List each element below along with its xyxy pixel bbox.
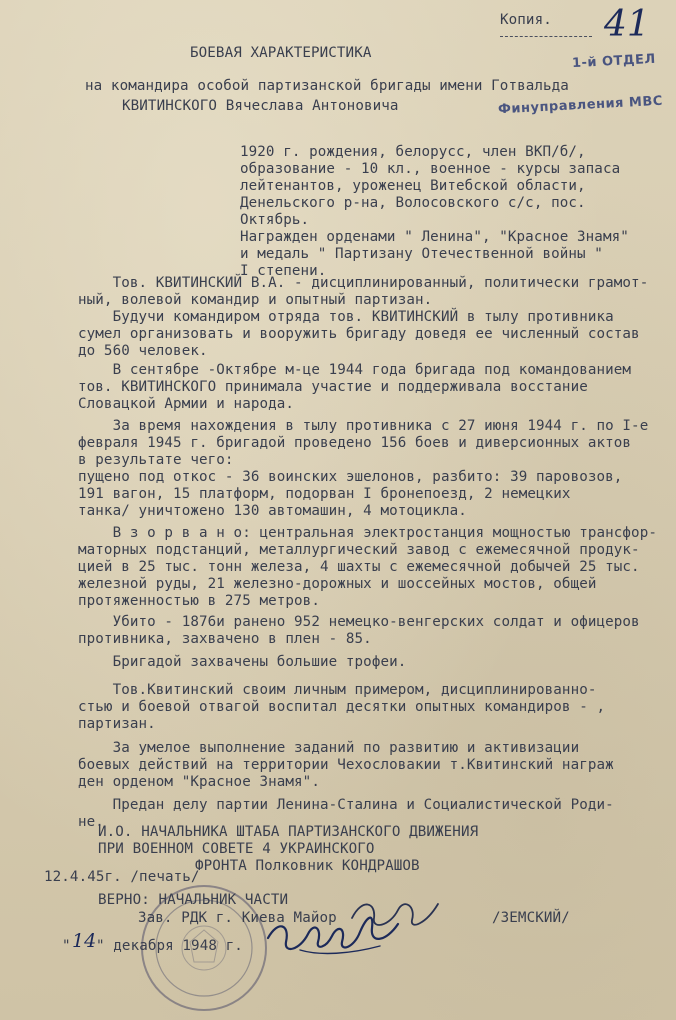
text-line: до 560 человек. (78, 343, 208, 359)
text-line: За время нахождения в тылу противника с 27 июня 1944 г. по I-е (78, 418, 649, 434)
bio-line: Октябрь. (240, 212, 310, 228)
text-line: февраля 1945 г. бригадой проведено 156 боев и диверсионных актов (78, 435, 632, 451)
text-line: не. (78, 814, 104, 830)
text-line: танка/ уничтожено 130 автомашин, 4 мотоцикла. (78, 503, 467, 519)
bio-line: 1920 г. рождения, белорусс, член ВКП/б/, (240, 144, 586, 160)
text-line: противника, захвачено в плен - 85. (78, 631, 372, 647)
text-line: Тов.Квитинский своим личным примером, дисциплинированно- (78, 682, 597, 698)
copy-label: Копия. (500, 12, 552, 28)
text-line: партизан. (78, 716, 156, 732)
bio-line: Награжден орденами " Ленина", "Красное Знамя" (240, 229, 629, 245)
text-line: ный, волевой командир и опытный партизан. (78, 292, 433, 308)
text-line: Предан делу партии Ленина-Сталина и Социалистической Роди- (78, 797, 614, 813)
text-line: В сентябре -Октябре м-це 1944 года бригада под командованием (78, 362, 632, 378)
text-line: Будучи командиром отряда тов. КВИТИНСКИЙ в тылу противника (78, 309, 614, 325)
certification-date-day: 14 (72, 930, 97, 952)
text-line: Тов. КВИТИНСКИЙ В.А. - дисциплинированный, политически грамот- (78, 275, 649, 291)
copy-underline (500, 36, 592, 37)
bio-line: Денельского р-на, Волосовского с/с, пос. (240, 195, 586, 211)
signatory-name: ФРОНТА Полковник КОНДРАШОВ (195, 858, 420, 874)
bio-line: образование - 10 кл., военное - курсы запаса (240, 161, 621, 177)
certification-line: Зав. РДК г. Киева Майор (138, 910, 337, 926)
text-line: цией в 25 тыс. тонн железа, 4 шахты с ежемесячной добычей 25 тыс. (78, 559, 640, 575)
text-line: сумел организовать и вооружить бригаду доведя ее численный состав (78, 326, 640, 342)
document-date: 12.4.45г. /печать/ (44, 869, 200, 885)
text-line: стью и боевой отвагой воспитал десятки опытных командиров - , (78, 699, 606, 715)
certification-line: ВЕРНО: НАЧАЛЬНИК ЧАСТИ (98, 892, 289, 908)
text-line: В з о р в а н о: центральная электростанция мощностью трансфор- (78, 525, 657, 541)
text-line: тов. КВИТИНСКОГО принимала участие и поддерживала восстание (78, 379, 588, 395)
text-line: Убито - 1876и ранено 952 немецко-венгерских солдат и офицеров (78, 614, 640, 630)
certifier-signature (346, 888, 446, 938)
text-line: маторных подстанций, металлургический завод с ежемесячной продук- (78, 542, 640, 558)
text-line: боевых действий на территории Чехословакии т.Квитинский награж (78, 757, 614, 773)
signatory-title: И.О. НАЧАЛЬНИКА ШТАБА ПАРТИЗАНСКОГО ДВИЖЕНИЯ (98, 824, 479, 840)
commander-name: КВИТИНСКОГО Вячеслава Антоновича (122, 98, 399, 114)
page-number: 41 (604, 4, 650, 45)
text-line: За умелое выполнение заданий по развитию и активизации (78, 740, 580, 756)
document-title: БОЕВАЯ ХАРАКТЕРИСТИКА (190, 45, 372, 61)
document-subtitle: на командира особой партизанской бригады имени Готвальда (85, 78, 569, 94)
text-line: пущено под откос - 36 воинских эшелонов, разбито: 39 паровозов, (78, 469, 623, 485)
certification-date: " декабря 1948 г. (96, 938, 243, 954)
text-line: в результате чего: (78, 452, 234, 468)
paragraph-trophies: Бригадой захвачены большие трофеи. (78, 654, 407, 670)
bio-line: и медаль " Партизану Отечественной войны " (240, 246, 603, 262)
text-line: Словацкой Армии и народа. (78, 396, 295, 412)
text-line: ден орденом "Красное Знамя". (78, 774, 320, 790)
bio-line: I степени. (240, 263, 327, 279)
department-stamp-line2: Финуправления МВС (497, 93, 664, 118)
text-line: железной руды, 21 железно-дорожных и шоссейных мостов, общей (78, 576, 597, 592)
signatory-title: ПРИ ВОЕННОМ СОВЕТЕ 4 УКРАИНСКОГО (98, 841, 375, 857)
text-line: протяженностью в 275 метров. (78, 593, 320, 609)
bio-line: лейтенантов, уроженец Витебской области, (240, 178, 586, 194)
certifier-name: /ЗЕМСКИЙ/ (492, 910, 570, 926)
certification-date-quote: " (62, 938, 71, 954)
text-line: 191 вагон, 15 платформ, подорван I бронепоезд, 2 немецких (78, 486, 571, 502)
department-stamp-line1: 1-й ОТДЕЛ (571, 51, 657, 72)
